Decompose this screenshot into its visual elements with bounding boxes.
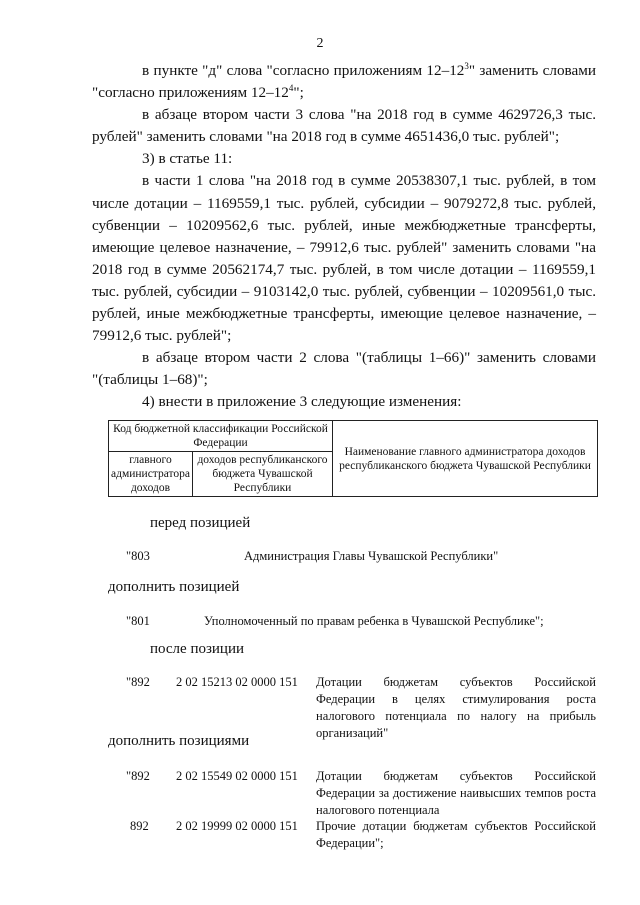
paragraph-4: рублей" заменить словами "на 2018 год в сумме 4651436,0 тыс. рублей";: [92, 128, 560, 146]
body-text: [92, 60, 596, 414]
table-income-header: доходов республиканского бюджета Чувашской Республики: [193, 452, 333, 497]
entry-row: [126, 768, 596, 820]
paragraph-2: "согласно приложениям $12-12^4$";: [92, 83, 304, 102]
entry-name: Прочие дотации бюджетам субъектов Российской Федерации";: [316, 819, 596, 850]
entry-row: [126, 818, 596, 854]
entry-code: "803: [126, 549, 150, 563]
paragraph-6: в части 1 слова "на 2018 год в сумме 20538307,1 тыс. рублей, в том числе дотации – 1169559,1 тыс. рублей, субсидии – 9079272,8 тыс. рублей, субвенции – 10209562,6 тыс. рублей, иные межбюджетные трансферты, имеющие целевое назначение, – 79912,6 тыс. рублей" заменить словами "на 2018 год в сумме 20562174,7 тыс. рублей, в том числе дотации – 1169559,1 тыс. рублей, субсидии – 9103142,0 тыс. рублей, субвенции – 10209561,0 тыс. рублей, иные межбюджетные трансферты, имеющие целевое назначение, – 79912,6 тыс. рублей";: [92, 172, 596, 345]
instruction-before-position: перед позицией: [150, 515, 251, 531]
entry-code: 892: [130, 819, 149, 833]
paragraph-8: "(таблицы 1–68)";: [92, 371, 208, 389]
table-name-header: Наименование главного администратора доходов республиканского бюджета Чувашской Республики: [333, 421, 598, 497]
table-code-header: Код бюджетной классификации Российской Федерации: [109, 421, 333, 452]
entry-kbk: 2 02 15213 02 0000 151: [176, 675, 298, 689]
classification-table: [108, 420, 598, 497]
entry-name: Дотации бюджетам субъектов Российской Федерации в целях стимулирования роста налогового потенциала по налогу на прибыль организаций": [316, 675, 596, 740]
paragraph-3: в абзаце втором части 3 слова "на 2018 год в сумме 4629726,3 тыс.: [142, 106, 596, 124]
entry-code: "892: [126, 675, 150, 689]
entry-name: Администрация Главы Чувашской Республики": [244, 549, 499, 563]
paragraph-5: 3) в статье 11:: [142, 150, 233, 168]
instruction-add-positions: дополнить позициями: [108, 733, 250, 749]
instruction-add-position: дополнить позицией: [108, 579, 240, 595]
paragraph-1: в пункте "д" слова "согласно приложениям $12-12^3$" заменить словами: [142, 60, 596, 79]
table-admin-header: главного администратора доходов: [109, 452, 193, 497]
paragraph-9: 4) внести в приложение 3 следующие изменения:: [142, 393, 462, 411]
entry-kbk: 2 02 19999 02 0000 151: [176, 819, 298, 833]
entry-code: "801: [126, 614, 150, 628]
entry-row: [126, 674, 596, 740]
entry-code: "892: [126, 769, 150, 783]
instruction-after-position: после позиции: [150, 641, 245, 657]
entry-name: Дотации бюджетам субъектов Российской Федерации за достижение наивысших темпов роста налогового потенциала: [316, 769, 596, 817]
entry-kbk: 2 02 15549 02 0000 151: [176, 769, 298, 783]
paragraph-7: в абзаце втором части 2 слова "(таблицы 1–66)" заменить словами: [142, 349, 596, 367]
entry-name: Уполномоченный по правам ребенка в Чувашской Республике";: [204, 614, 544, 628]
page-number: 2: [316, 36, 324, 51]
